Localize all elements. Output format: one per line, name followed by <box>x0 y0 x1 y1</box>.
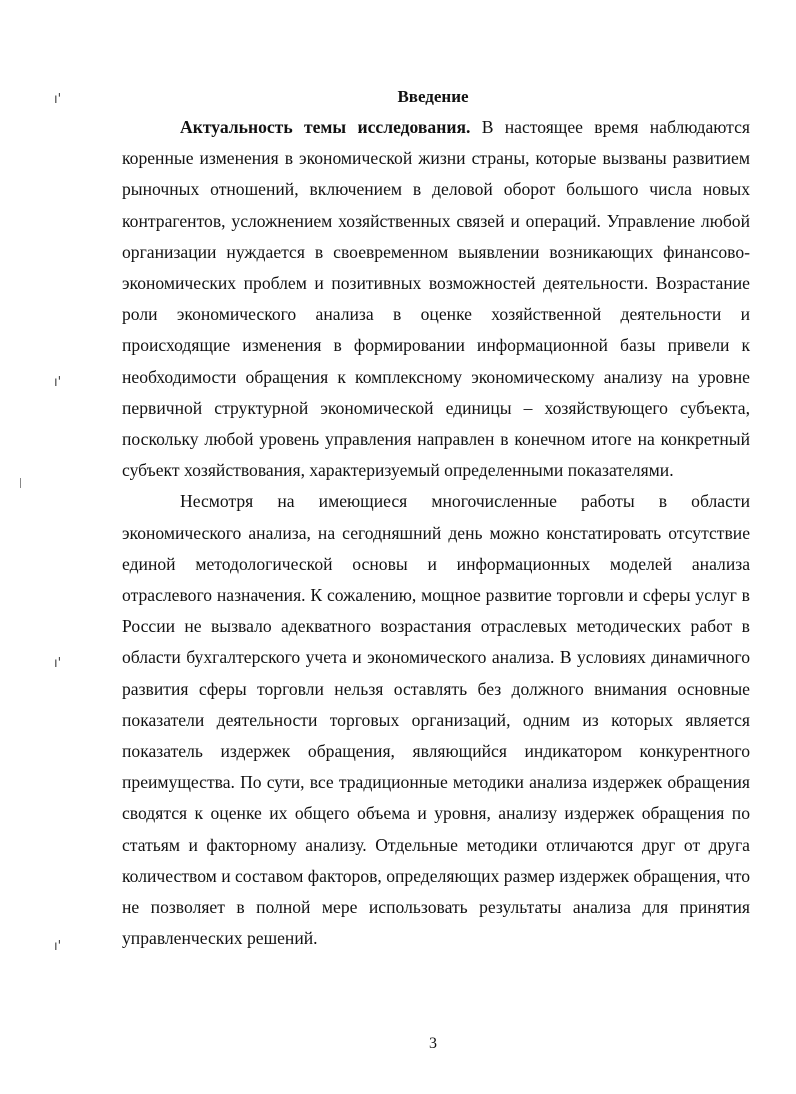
margin-mark: ı' <box>54 656 62 671</box>
page-number: 3 <box>429 1035 437 1052</box>
paragraph-relevance <box>122 112 750 486</box>
paragraph-methods: Несмотря на имеющиеся многочисленные работы в области экономического анализа, на сегодняшний день можно констатировать отсутствие единой методологической основы и информационных моделей анализа отраслевого назначения. К сожалению, мощное развитие торговли и сферы услуг в России не вызвало адекватного возрастания отраслевых методических работ в области бухгалтерского учета и экономического анализа. В условиях динамичного развития сферы торговли нельзя оставлять без должного внимания основные показатели деятельности торговых организаций, одним из которых является показатель издержек обращения, являющийся индикатором конкурентного преимущества. По сути, все традиционные методики анализа издержек обращения сводятся к оценке их общего объема и уровня, анализу издержек обращения по статьям и факторному анализу. Отдельные методики отличаются друг от друга количеством и составом факторов, определяющих размер издержек обращения, что не позволяет в полной мере использовать результаты анализа для принятия управленческих решений. <box>122 491 751 949</box>
margin-mark: ı' <box>54 375 62 390</box>
page-heading: Введение <box>397 87 469 106</box>
paragraph-lead: Актуальность темы исследования. <box>180 117 471 137</box>
margin-mark: ı' <box>54 92 62 107</box>
paragraph-body: В настоящее время наблюдаются коренные изменения в экономической жизни страны, которые вызваны развитием рыночных отношений, включением в деловой оборот большого числа новых контрагентов, усложнением хозяйственных связей и операций. Управление любой организации нуждается в своевременном выявлении возникающих финансово-экономических проблем и позитивных возможностей деятельности. Возрастание роли экономического анализа в оценке хозяйственной деятельности и происходящие изменения в формировании информационной базы привели к необходимости обращения к комплексному экономическому анализу на уровне первичной структурной экономической единицы – хозяйствующего субъекта, поскольку любой уровень управления направлен в конечном итоге на конкретный субъект хозяйствования, характеризуемый определенными показателями. <box>122 117 750 481</box>
body-text <box>122 112 750 954</box>
margin-tick <box>20 478 21 488</box>
margin-mark: ı' <box>54 939 62 954</box>
